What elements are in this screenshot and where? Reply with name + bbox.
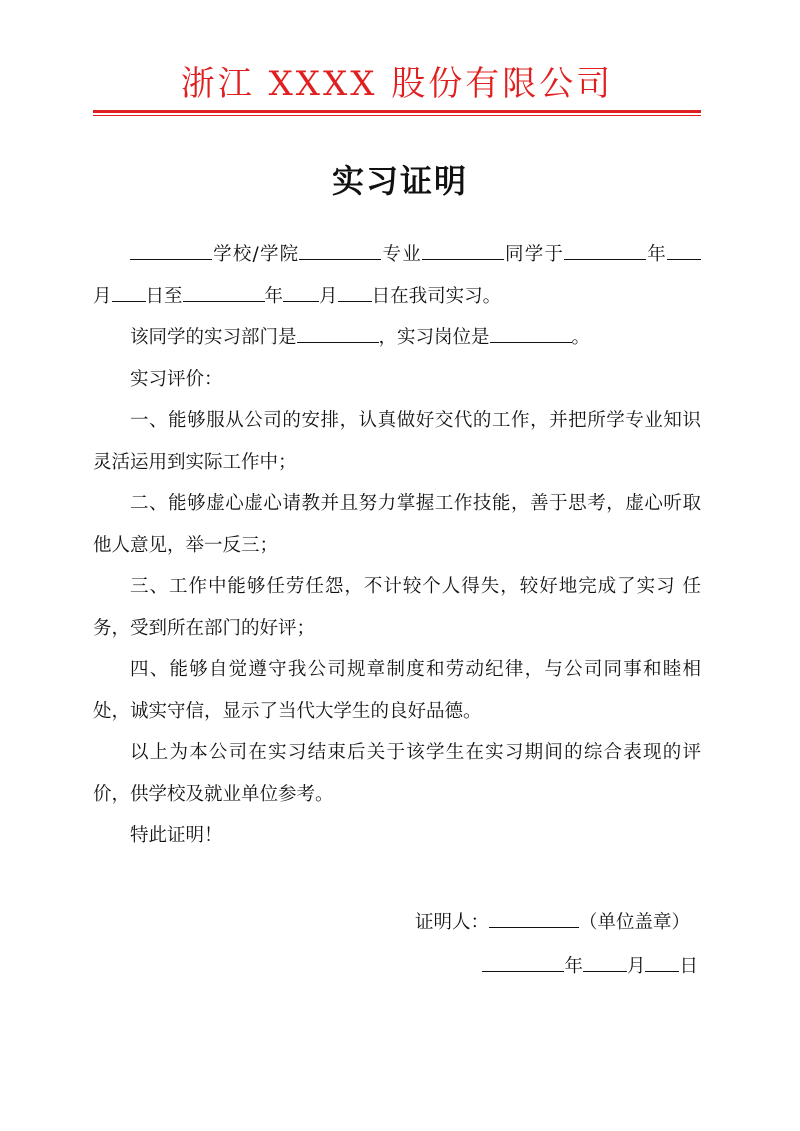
start-month-blank[interactable] xyxy=(667,237,701,260)
start-day-blank[interactable] xyxy=(112,279,146,302)
signature-line xyxy=(415,903,690,943)
signer-blank[interactable] xyxy=(489,905,579,928)
evaluation-item-2: 二、能够虚心虚心请教并且努力掌握工作技能，善于思考，虚心听取他人意见，举一反三； xyxy=(93,493,701,556)
intro-paragraph xyxy=(93,234,701,317)
document-body xyxy=(93,234,701,857)
sign-day-label: 日 xyxy=(679,956,698,977)
evaluation-heading: 实习评价： xyxy=(130,368,223,390)
end-year-label: 年 xyxy=(264,285,284,307)
end-year-blank[interactable] xyxy=(183,279,265,302)
sign-month-label: 月 xyxy=(626,956,646,977)
end-label: 日至 xyxy=(145,285,183,307)
document-title: 实习证明 xyxy=(331,162,468,200)
company-name: 浙江 XXXX 股份有限公司 xyxy=(180,64,614,104)
department-paragraph xyxy=(93,317,701,359)
evaluation-item-1: 一、能够服从公司的安排，认真做好交代的工作，并把所学专业知识灵活运用到实际工作中； xyxy=(93,410,701,473)
start-month-label: 月 xyxy=(93,285,112,307)
start-year-label: 年 xyxy=(646,244,667,265)
sign-month-blank[interactable] xyxy=(583,949,627,972)
sign-day-blank[interactable] xyxy=(645,949,679,972)
position-blank[interactable] xyxy=(490,320,572,343)
end-month-label: 月 xyxy=(319,285,338,307)
intro-ending: 日在我司实习。 xyxy=(371,285,502,307)
school-label: 学校/学院 xyxy=(212,244,300,265)
evaluation-item-3: 三、工作中能够任劳任怨，不计较个人得失，较好地完成了实习 任务，受到所在部门的好评； xyxy=(93,576,701,639)
department-suffix: 。 xyxy=(571,327,591,348)
signature-date xyxy=(482,947,698,987)
start-year-blank[interactable] xyxy=(564,237,646,260)
end-day-blank[interactable] xyxy=(338,279,372,302)
student-blank[interactable] xyxy=(422,237,504,260)
department-blank[interactable] xyxy=(297,320,379,343)
school-blank[interactable] xyxy=(130,237,212,260)
seal-note: （单位盖章） xyxy=(578,912,690,933)
evaluation-item-4: 四、能够自觉遵守我公司规章制度和劳动纪律，与公司同事和睦相处，诚实守信，显示了当代大学生的良好品德。 xyxy=(93,659,701,722)
letterhead-rule-thick xyxy=(93,110,701,113)
sign-year-label: 年 xyxy=(564,956,583,977)
department-prefix: 该同学的实习部门是 xyxy=(130,327,297,348)
department-middle: ，实习岗位是 xyxy=(378,327,490,348)
major-blank[interactable] xyxy=(299,237,381,260)
student-label: 同学于 xyxy=(503,244,565,265)
sign-year-blank[interactable] xyxy=(482,949,564,972)
end-month-blank[interactable] xyxy=(283,279,319,302)
conclusion-paragraph: 以上为本公司在实习结束后关于该学生在实习期间的综合表现的评价，供学校及就业单位参考。 xyxy=(93,742,701,805)
letterhead-rule-thin xyxy=(93,115,701,116)
closing-line: 特此证明！ xyxy=(130,825,223,846)
letterhead xyxy=(93,60,701,108)
major-label: 专业 xyxy=(381,244,422,265)
signer-label: 证明人： xyxy=(414,912,489,933)
